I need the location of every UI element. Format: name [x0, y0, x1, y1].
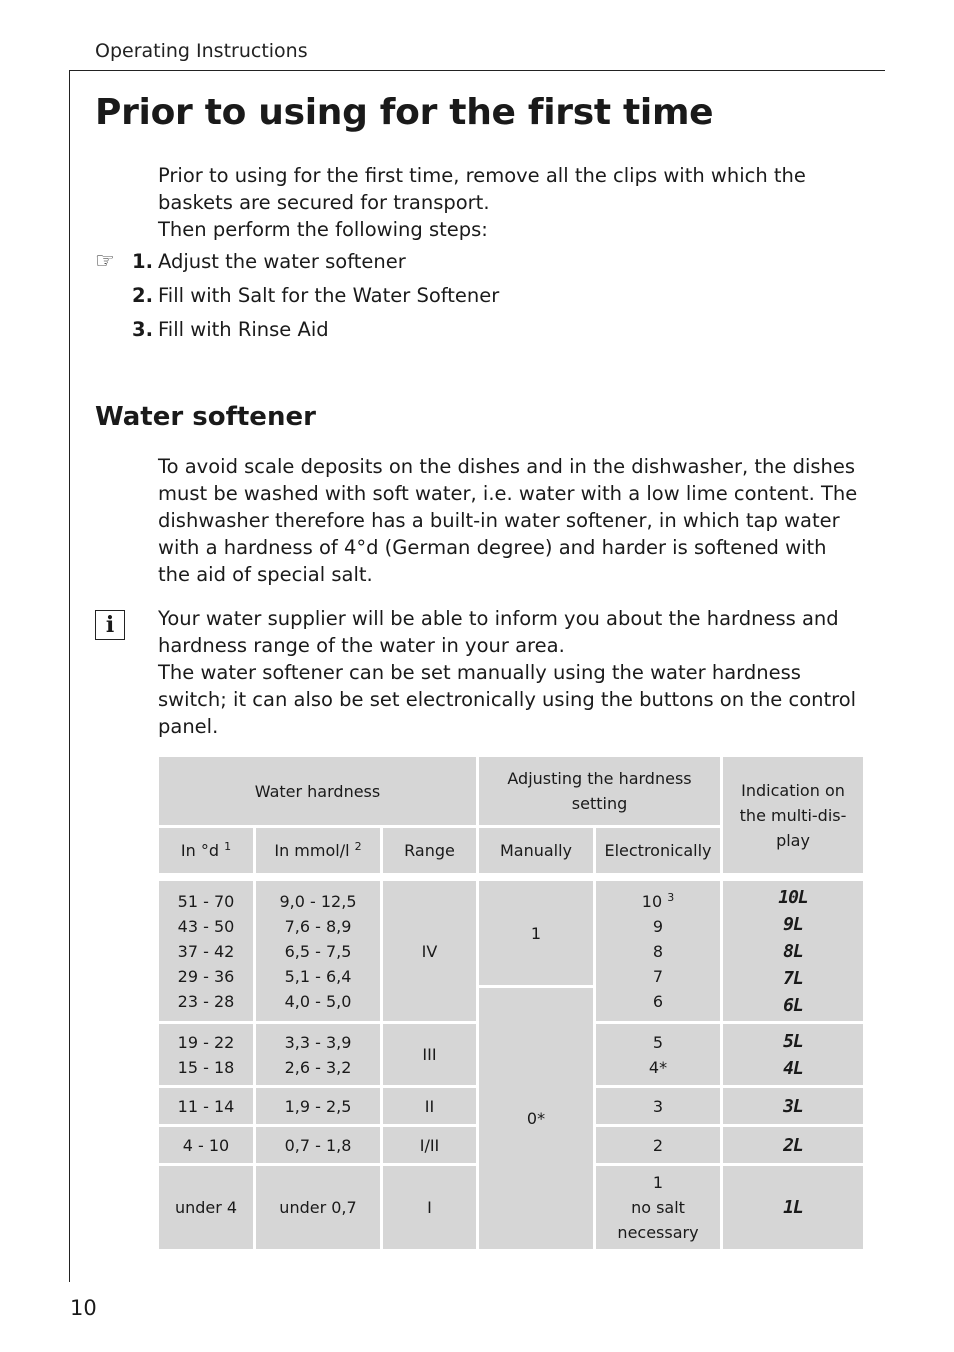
header-indication: Indication on the multi-dis-play: [722, 756, 865, 875]
step-number: 2.: [132, 284, 153, 307]
pointing-hand-icon: ☞: [95, 249, 115, 274]
cell-mmol: 1,9 - 2,5: [255, 1087, 382, 1126]
cell-range: II: [382, 1087, 478, 1126]
section-paragraph: To avoid scale deposits on the dishes and in the dishwasher, the dishes must be washed with soft water, i.e. water with a low lime content. The dishwasher therefore has a built-in water softener, in which tap water with a hardness of 4°d (German degree) and harder is softened with the aid of special salt.: [158, 455, 858, 586]
cell-electronic: 10 $^3$ 9 8 7 6: [595, 880, 722, 1023]
seven-segment-display: 10L: [778, 886, 808, 908]
step-number: 3.: [132, 318, 153, 341]
cell-range: I/II: [382, 1126, 478, 1165]
step-label: Adjust the water softener: [158, 250, 406, 273]
header-rule: [69, 70, 885, 71]
info-paragraph: [158, 605, 858, 740]
step-item: [95, 316, 795, 350]
page-title: Prior to using for the first time: [95, 92, 714, 133]
seven-segment-display: 9L: [783, 913, 803, 935]
cell-display: [722, 1023, 865, 1087]
cell-display: [722, 1165, 865, 1251]
cell-electronic: 3: [595, 1087, 722, 1126]
info-line-2: The water softener can be set manually using the water hardness switch; it can also be set electronically using the buttons on the control panel.: [158, 661, 857, 738]
water-hardness-table: [156, 754, 866, 1252]
seven-segment-display: 6L: [783, 994, 803, 1016]
cell-display: [722, 880, 865, 1023]
seven-segment-display: 2L: [783, 1134, 803, 1156]
seven-segment-display: 1L: [783, 1197, 803, 1218]
cell-mmol: 9,0 - 12,5 7,6 - 8,9 6,5 - 7,5 5,1 - 6,4 4,0 - 5,0: [255, 880, 382, 1023]
cell-degrees: 4 - 10: [158, 1126, 255, 1165]
section-title: Water softener: [95, 402, 316, 432]
seven-segment-display: 8L: [783, 940, 803, 962]
header-range: Range: [382, 827, 478, 875]
page-number: 10: [70, 1296, 97, 1320]
cell-manual: 0*: [478, 987, 595, 1251]
cell-manual: 1: [478, 880, 595, 987]
running-header: Operating Instructions: [95, 40, 308, 62]
cell-electronic: 2: [595, 1126, 722, 1165]
cell-degrees: under 4: [158, 1165, 255, 1251]
header-electronically: Electronically: [595, 827, 722, 875]
cell-electronic: 1 no salt necessary: [595, 1165, 722, 1251]
cell-degrees: 51 - 70 43 - 50 37 - 42 29 - 36 23 - 28: [158, 880, 255, 1023]
cell-range: III: [382, 1023, 478, 1087]
cell-mmol: under 0,7: [255, 1165, 382, 1251]
seven-segment-display: 5L: [783, 1030, 803, 1052]
step-label: Fill with Salt for the Water Softener: [158, 284, 500, 307]
info-icon: i: [95, 610, 125, 640]
header-mmol: In mmol/l $^2$: [255, 827, 382, 875]
step-label: Fill with Rinse Aid: [158, 318, 329, 341]
cell-display: [722, 1126, 865, 1165]
seven-segment-display: 4L: [783, 1057, 803, 1079]
header-degrees: In °d $^1$: [158, 827, 255, 875]
steps-list: [95, 248, 795, 350]
cell-degrees: 19 - 22 15 - 18: [158, 1023, 255, 1087]
step-item: [95, 248, 795, 282]
header-manually: Manually: [478, 827, 595, 875]
seven-segment-display: 7L: [783, 967, 803, 989]
cell-electronic: 5 4*: [595, 1023, 722, 1087]
info-line-1: Your water supplier will be able to inform you about the hardness and hardness range of the water in your area.: [158, 607, 839, 657]
cell-mmol: 0,7 - 1,8: [255, 1126, 382, 1165]
intro-line-1: Prior to using for the first time, remove all the clips with which the baskets are secured for transport.: [158, 164, 806, 214]
header-water-hardness: Water hardness: [158, 756, 478, 827]
step-item: [95, 282, 795, 316]
header-adjusting: Adjusting the hardness setting: [478, 756, 722, 827]
step-number: 1.: [132, 250, 153, 273]
seven-segment-display: 3L: [783, 1095, 803, 1117]
cell-degrees: 11 - 14: [158, 1087, 255, 1126]
cell-range: IV: [382, 880, 478, 1023]
cell-mmol: 3,3 - 3,9 2,6 - 3,2: [255, 1023, 382, 1087]
intro-paragraph: [158, 162, 858, 243]
cell-range: I: [382, 1165, 478, 1251]
margin-rule: [69, 70, 70, 1282]
cell-display: [722, 1087, 865, 1126]
intro-line-2: Then perform the following steps:: [158, 218, 488, 241]
